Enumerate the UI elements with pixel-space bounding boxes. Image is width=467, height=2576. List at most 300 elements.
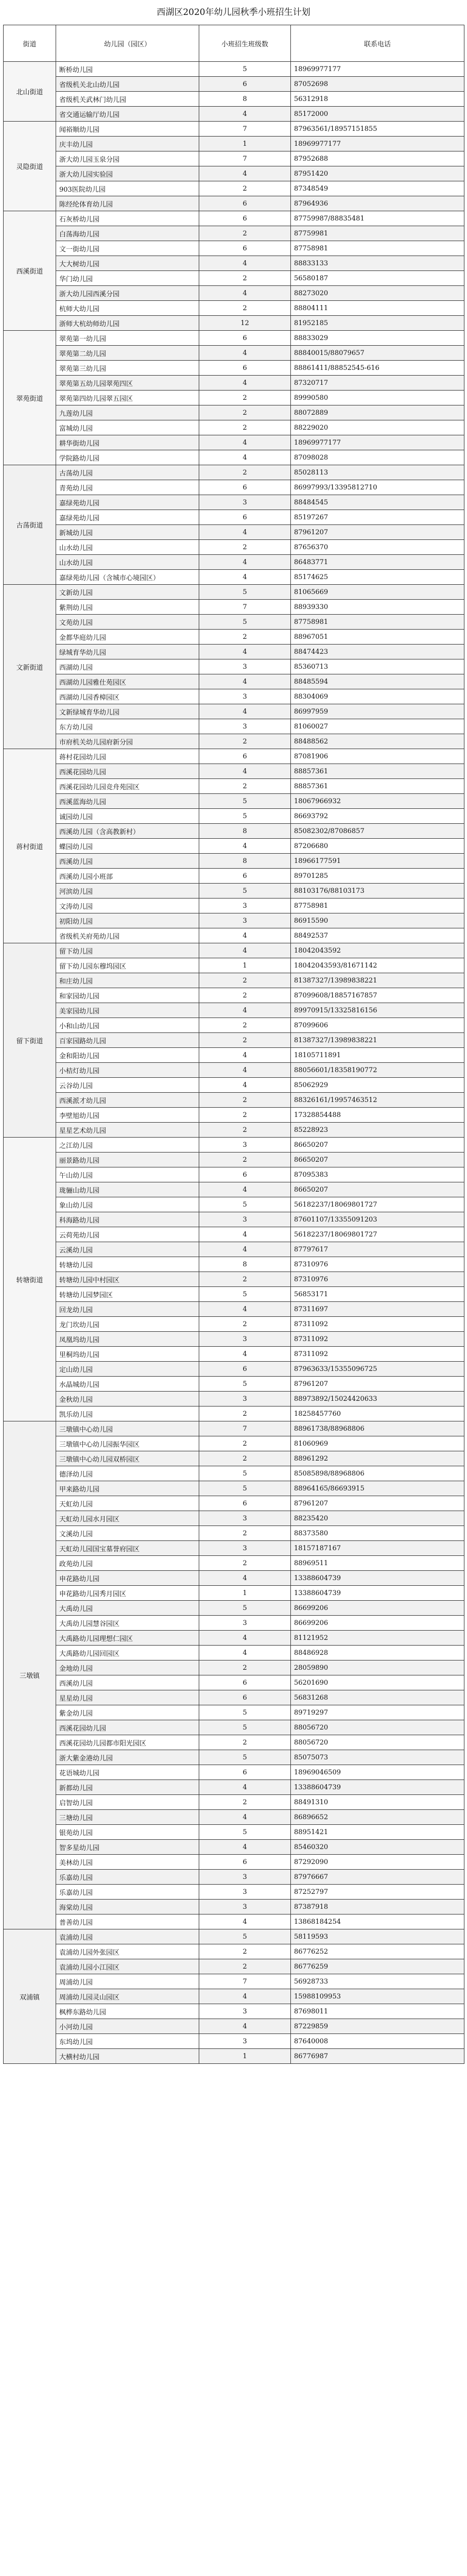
class-count-cell: 4 bbox=[199, 1914, 291, 1929]
table-row bbox=[4, 1093, 464, 1108]
phone-cell: 86693792 bbox=[291, 809, 464, 824]
phone-cell: 85460320 bbox=[291, 1840, 464, 1855]
phone-cell: 87759981 bbox=[291, 226, 464, 241]
class-count-cell: 4 bbox=[199, 1810, 291, 1825]
phone-cell: 86699206 bbox=[291, 1601, 464, 1616]
street-cell: 翠苑街道 bbox=[4, 331, 56, 465]
table-row bbox=[4, 884, 464, 899]
table-row bbox=[4, 839, 464, 854]
kindergarten-cell: 西溪幼儿园小班部 bbox=[56, 869, 199, 884]
phone-cell: 87081906 bbox=[291, 749, 464, 764]
class-count-cell: 6 bbox=[199, 510, 291, 525]
class-count-cell: 4 bbox=[199, 1003, 291, 1018]
phone-cell: 56831268 bbox=[291, 1690, 464, 1705]
class-count-cell: 2 bbox=[199, 540, 291, 555]
phone-cell: 17328854488 bbox=[291, 1108, 464, 1123]
table-row bbox=[4, 1929, 464, 1944]
table-row bbox=[4, 630, 464, 645]
table-row bbox=[4, 1451, 464, 1466]
table-row bbox=[4, 585, 464, 600]
kindergarten-cell: 转塘幼儿园 bbox=[56, 1257, 199, 1272]
class-count-cell: 1 bbox=[199, 1586, 291, 1601]
table-row bbox=[4, 1362, 464, 1377]
table-row bbox=[4, 211, 464, 226]
kindergarten-cell: 龙门坎幼儿园 bbox=[56, 1317, 199, 1332]
kindergarten-cell: 启智幼儿园 bbox=[56, 1795, 199, 1810]
table-row bbox=[4, 361, 464, 376]
table-row bbox=[4, 435, 464, 450]
phone-cell: 86650207 bbox=[291, 1138, 464, 1153]
class-count-cell: 4 bbox=[199, 943, 291, 958]
table-row bbox=[4, 1421, 464, 1436]
class-count-cell: 2 bbox=[199, 181, 291, 196]
table-row bbox=[4, 2019, 464, 2034]
kindergarten-cell: 丽景路幼儿园 bbox=[56, 1153, 199, 1167]
class-count-cell: 4 bbox=[199, 555, 291, 570]
class-count-cell: 4 bbox=[199, 704, 291, 719]
phone-cell: 18042043592 bbox=[291, 943, 464, 958]
class-count-cell: 6 bbox=[199, 77, 291, 92]
phone-cell: 88491310 bbox=[291, 1795, 464, 1810]
table-row bbox=[4, 137, 464, 151]
phone-cell: 86650207 bbox=[291, 1182, 464, 1197]
class-count-cell: 4 bbox=[199, 1242, 291, 1257]
table-row bbox=[4, 331, 464, 346]
class-count-cell: 6 bbox=[199, 196, 291, 211]
phone-cell: 88857361 bbox=[291, 779, 464, 794]
kindergarten-cell: 金秋幼儿园 bbox=[56, 1392, 199, 1406]
table-row bbox=[4, 1750, 464, 1765]
table-row bbox=[4, 1033, 464, 1048]
table-row bbox=[4, 1974, 464, 1989]
kindergarten-cell: 翠苑第四幼儿园翠五园区 bbox=[56, 391, 199, 405]
class-count-cell: 8 bbox=[199, 1257, 291, 1272]
kindergarten-cell: 海棠幼儿园 bbox=[56, 1900, 199, 1914]
phone-cell: 87098028 bbox=[291, 450, 464, 465]
table-row bbox=[4, 301, 464, 316]
table-row bbox=[4, 704, 464, 719]
class-count-cell: 5 bbox=[199, 1720, 291, 1735]
phone-cell: 88229020 bbox=[291, 420, 464, 435]
class-count-cell: 4 bbox=[199, 376, 291, 391]
phone-cell: 87758981 bbox=[291, 899, 464, 913]
kindergarten-cell: 天虹幼儿园水月园区 bbox=[56, 1511, 199, 1526]
phone-cell: 88072889 bbox=[291, 405, 464, 420]
phone-cell: 56182237/18069801727 bbox=[291, 1197, 464, 1212]
kindergarten-cell: 文一街幼儿园 bbox=[56, 241, 199, 256]
kindergarten-cell: 美家园幼儿园 bbox=[56, 1003, 199, 1018]
phone-cell: 87963633/15355096725 bbox=[291, 1362, 464, 1377]
phone-cell: 87387918 bbox=[291, 1900, 464, 1914]
class-count-cell: 2 bbox=[199, 779, 291, 794]
kindergarten-cell: 浙大幼儿园实验园 bbox=[56, 166, 199, 181]
class-count-cell: 3 bbox=[199, 1616, 291, 1631]
table-row bbox=[4, 1675, 464, 1690]
table-row bbox=[4, 151, 464, 166]
phone-cell: 85028113 bbox=[291, 465, 464, 480]
class-count-cell: 2 bbox=[199, 1436, 291, 1451]
table-row bbox=[4, 480, 464, 495]
phone-cell: 18157187167 bbox=[291, 1541, 464, 1556]
kindergarten-cell: 小桔灯幼儿园 bbox=[56, 1063, 199, 1078]
table-body bbox=[4, 62, 464, 2064]
class-count-cell: 7 bbox=[199, 600, 291, 615]
kindergarten-cell: 金都华庭幼儿园 bbox=[56, 630, 199, 645]
phone-cell: 88484545 bbox=[291, 495, 464, 510]
kindergarten-cell: 之江幼儿园 bbox=[56, 1138, 199, 1153]
kindergarten-cell: 大禹路幼儿园理想仁园区 bbox=[56, 1631, 199, 1646]
class-count-cell: 2 bbox=[199, 420, 291, 435]
phone-cell: 87951420 bbox=[291, 166, 464, 181]
class-count-cell: 5 bbox=[199, 1481, 291, 1496]
kindergarten-cell: 断桥幼儿园 bbox=[56, 62, 199, 77]
table-row bbox=[4, 869, 464, 884]
kindergarten-cell: 云荷苑幼儿园 bbox=[56, 1227, 199, 1242]
table-row bbox=[4, 405, 464, 420]
class-count-cell: 4 bbox=[199, 525, 291, 540]
kindergarten-cell: 象山幼儿园 bbox=[56, 1197, 199, 1212]
phone-cell: 87348549 bbox=[291, 181, 464, 196]
table-row bbox=[4, 824, 464, 839]
class-count-cell: 2 bbox=[199, 1317, 291, 1332]
kindergarten-cell: 西湖幼儿园 bbox=[56, 659, 199, 674]
phone-cell: 13868184254 bbox=[291, 1914, 464, 1929]
kindergarten-cell: 省级机关北山幼儿园 bbox=[56, 77, 199, 92]
phone-cell: 18969977177 bbox=[291, 435, 464, 450]
street-cell: 留下街道 bbox=[4, 943, 56, 1138]
table-row bbox=[4, 570, 464, 585]
kindergarten-cell: 西溪花园幼儿园 bbox=[56, 1720, 199, 1735]
class-count-cell: 2 bbox=[199, 1093, 291, 1108]
phone-cell: 81060027 bbox=[291, 719, 464, 734]
phone-cell: 56853171 bbox=[291, 1287, 464, 1302]
table-row bbox=[4, 1705, 464, 1720]
kindergarten-cell: 申花路幼儿园 bbox=[56, 1571, 199, 1586]
phone-cell: 56201690 bbox=[291, 1675, 464, 1690]
kindergarten-cell: 李壁旭幼儿园 bbox=[56, 1108, 199, 1123]
class-count-cell: 3 bbox=[199, 1332, 291, 1347]
kindergarten-cell: 科海路幼儿园 bbox=[56, 1212, 199, 1227]
class-count-cell: 2 bbox=[199, 1660, 291, 1675]
table-row bbox=[4, 196, 464, 211]
header-class-count: 小班招生班级数 bbox=[199, 25, 291, 62]
kindergarten-cell: 回龙幼儿园 bbox=[56, 1302, 199, 1317]
phone-cell: 88961738/88968806 bbox=[291, 1421, 464, 1436]
phone-cell: 86915590 bbox=[291, 913, 464, 928]
kindergarten-cell: 星星艺术幼儿园 bbox=[56, 1123, 199, 1138]
table-row bbox=[4, 1182, 464, 1197]
table-row bbox=[4, 525, 464, 540]
class-count-cell: 5 bbox=[199, 615, 291, 630]
class-count-cell: 2 bbox=[199, 1944, 291, 1959]
phone-cell: 81387327/13989838221 bbox=[291, 973, 464, 988]
phone-cell: 87099608/18857167857 bbox=[291, 988, 464, 1003]
table-row bbox=[4, 1616, 464, 1631]
phone-cell: 88833029 bbox=[291, 331, 464, 346]
phone-cell: 58119593 bbox=[291, 1929, 464, 1944]
kindergarten-cell: 大大树幼儿园 bbox=[56, 256, 199, 271]
class-count-cell: 3 bbox=[199, 1541, 291, 1556]
phone-cell: 87095383 bbox=[291, 1167, 464, 1182]
class-count-cell: 8 bbox=[199, 824, 291, 839]
table-row bbox=[4, 1242, 464, 1257]
table-row bbox=[4, 1914, 464, 1929]
kindergarten-cell: 金地幼儿园 bbox=[56, 1660, 199, 1675]
class-count-cell: 6 bbox=[199, 869, 291, 884]
table-row bbox=[4, 555, 464, 570]
class-count-cell: 2 bbox=[199, 1108, 291, 1123]
table-row bbox=[4, 958, 464, 973]
class-count-cell: 3 bbox=[199, 1885, 291, 1900]
kindergarten-cell: 袁浦幼儿园小江园区 bbox=[56, 1959, 199, 1974]
table-row bbox=[4, 226, 464, 241]
class-count-cell: 6 bbox=[199, 1690, 291, 1705]
kindergarten-cell: 学院路幼儿园 bbox=[56, 450, 199, 465]
kindergarten-cell: 省级机关武林门幼儿园 bbox=[56, 92, 199, 107]
phone-cell: 86483771 bbox=[291, 555, 464, 570]
table-row bbox=[4, 62, 464, 77]
phone-cell: 85082302/87086857 bbox=[291, 824, 464, 839]
class-count-cell: 2 bbox=[199, 1735, 291, 1750]
kindergarten-cell: 山水幼儿园 bbox=[56, 540, 199, 555]
kindergarten-cell: 大禹幼儿园慧谷园区 bbox=[56, 1616, 199, 1631]
table-row bbox=[4, 689, 464, 704]
class-count-cell: 7 bbox=[199, 1974, 291, 1989]
kindergarten-cell: 文新绿城育华幼儿园 bbox=[56, 704, 199, 719]
kindergarten-cell: 嘉绿苑幼儿园 bbox=[56, 495, 199, 510]
class-count-cell: 5 bbox=[199, 1287, 291, 1302]
phone-cell: 88961292 bbox=[291, 1451, 464, 1466]
phone-cell: 56182237/18069801727 bbox=[291, 1227, 464, 1242]
phone-cell: 86650207 bbox=[291, 1153, 464, 1167]
class-count-cell: 4 bbox=[199, 1989, 291, 2004]
class-count-cell: 6 bbox=[199, 1362, 291, 1377]
phone-cell: 88964165/86693915 bbox=[291, 1481, 464, 1496]
phone-cell: 88951421 bbox=[291, 1825, 464, 1840]
table-row bbox=[4, 1272, 464, 1287]
table-row bbox=[4, 749, 464, 764]
table-row bbox=[4, 615, 464, 630]
table-header-row bbox=[4, 25, 464, 62]
table-row bbox=[4, 1167, 464, 1182]
class-count-cell: 4 bbox=[199, 764, 291, 779]
class-count-cell: 3 bbox=[199, 1392, 291, 1406]
table-row bbox=[4, 2004, 464, 2019]
phone-cell: 89970915/13325816156 bbox=[291, 1003, 464, 1018]
table-row bbox=[4, 1900, 464, 1914]
kindergarten-cell: 西溪蓝海幼儿园 bbox=[56, 794, 199, 809]
kindergarten-cell: 蝶园幼儿园 bbox=[56, 839, 199, 854]
phone-cell: 56928733 bbox=[291, 1974, 464, 1989]
kindergarten-cell: 省级机关府苑幼儿园 bbox=[56, 928, 199, 943]
phone-cell: 87052698 bbox=[291, 77, 464, 92]
class-count-cell: 2 bbox=[199, 988, 291, 1003]
kindergarten-cell: 闻裕顺幼儿园 bbox=[56, 122, 199, 137]
table-row bbox=[4, 2034, 464, 2049]
table-row bbox=[4, 764, 464, 779]
kindergarten-cell: 浙大幼儿园西溪分园 bbox=[56, 286, 199, 301]
table-row bbox=[4, 510, 464, 525]
table-row bbox=[4, 1855, 464, 1870]
kindergarten-cell: 星星幼儿园 bbox=[56, 1690, 199, 1705]
header-phone: 联系电话 bbox=[291, 25, 464, 62]
class-count-cell: 4 bbox=[199, 450, 291, 465]
class-count-cell: 4 bbox=[199, 570, 291, 585]
kindergarten-cell: 袁浦幼儿园 bbox=[56, 1929, 199, 1944]
class-count-cell: 2 bbox=[199, 1153, 291, 1167]
kindergarten-cell: 西溪花园幼儿园 bbox=[56, 764, 199, 779]
table-row bbox=[4, 1989, 464, 2004]
table-row bbox=[4, 391, 464, 405]
class-count-cell: 3 bbox=[199, 899, 291, 913]
table-row bbox=[4, 600, 464, 615]
class-count-cell: 6 bbox=[199, 1496, 291, 1511]
table-row bbox=[4, 1481, 464, 1496]
table-row bbox=[4, 1690, 464, 1705]
table-row bbox=[4, 734, 464, 749]
kindergarten-cell: 耕华街幼儿园 bbox=[56, 435, 199, 450]
kindergarten-cell: 东方幼儿园 bbox=[56, 719, 199, 734]
table-row bbox=[4, 1048, 464, 1063]
street-cell: 双浦镇 bbox=[4, 1929, 56, 2064]
table-row bbox=[4, 316, 464, 331]
class-count-cell: 2 bbox=[199, 1556, 291, 1571]
kindergarten-cell: 转塘幼儿园中村园区 bbox=[56, 1272, 199, 1287]
kindergarten-cell: 浙大幼儿园玉泉分园 bbox=[56, 151, 199, 166]
table-row bbox=[4, 1870, 464, 1885]
phone-cell: 18067966932 bbox=[291, 794, 464, 809]
street-cell: 灵隐街道 bbox=[4, 122, 56, 211]
table-row bbox=[4, 1377, 464, 1392]
table-row bbox=[4, 1959, 464, 1974]
kindergarten-cell: 大禹路幼儿园回园区 bbox=[56, 1646, 199, 1660]
kindergarten-cell: 杭师大幼儿园 bbox=[56, 301, 199, 316]
class-count-cell: 4 bbox=[199, 1227, 291, 1242]
phone-cell: 18105711891 bbox=[291, 1048, 464, 1063]
table-row bbox=[4, 1810, 464, 1825]
class-count-cell: 1 bbox=[199, 137, 291, 151]
kindergarten-cell: 庆丰幼儿园 bbox=[56, 137, 199, 151]
phone-cell: 13388604739 bbox=[291, 1571, 464, 1586]
table-row bbox=[4, 1317, 464, 1332]
class-count-cell: 2 bbox=[199, 1272, 291, 1287]
phone-cell: 88373580 bbox=[291, 1526, 464, 1541]
kindergarten-cell: 诚园幼儿园 bbox=[56, 809, 199, 824]
table-row bbox=[4, 465, 464, 480]
class-count-cell: 4 bbox=[199, 1182, 291, 1197]
table-row bbox=[4, 1840, 464, 1855]
phone-cell: 88056720 bbox=[291, 1735, 464, 1750]
table-row bbox=[4, 495, 464, 510]
phone-cell: 87311092 bbox=[291, 1332, 464, 1347]
kindergarten-cell: 凤凰坞幼儿园 bbox=[56, 1332, 199, 1347]
table-row bbox=[4, 122, 464, 137]
table-row bbox=[4, 1108, 464, 1123]
phone-cell: 87252797 bbox=[291, 1885, 464, 1900]
phone-cell: 87229859 bbox=[291, 2019, 464, 2034]
table-row bbox=[4, 1631, 464, 1646]
table-row bbox=[4, 107, 464, 122]
phone-cell: 28059890 bbox=[291, 1660, 464, 1675]
phone-cell: 89701285 bbox=[291, 869, 464, 884]
phone-cell: 85174625 bbox=[291, 570, 464, 585]
phone-cell: 88973892/15024420633 bbox=[291, 1392, 464, 1406]
phone-cell: 85062929 bbox=[291, 1078, 464, 1093]
kindergarten-cell: 金和阳幼儿园 bbox=[56, 1048, 199, 1063]
class-count-cell: 3 bbox=[199, 1900, 291, 1914]
kindergarten-cell: 浙大紫金港幼儿园 bbox=[56, 1750, 199, 1765]
table-row bbox=[4, 1526, 464, 1541]
table-row bbox=[4, 286, 464, 301]
phone-cell: 18042043593/81671142 bbox=[291, 958, 464, 973]
phone-cell: 88969511 bbox=[291, 1556, 464, 1571]
table-row bbox=[4, 92, 464, 107]
table-row bbox=[4, 1347, 464, 1362]
phone-cell: 89719297 bbox=[291, 1705, 464, 1720]
phone-cell: 18969977177 bbox=[291, 137, 464, 151]
enrollment-table bbox=[3, 25, 464, 2064]
kindergarten-cell: 文苑幼儿园 bbox=[56, 615, 199, 630]
class-count-cell: 7 bbox=[199, 1421, 291, 1436]
table-row bbox=[4, 1571, 464, 1586]
kindergarten-cell: 陈经纶体育幼儿园 bbox=[56, 196, 199, 211]
kindergarten-cell: 里桐坞幼儿园 bbox=[56, 1347, 199, 1362]
kindergarten-cell: 文新幼儿园 bbox=[56, 585, 199, 600]
kindergarten-cell: 省交通运输厅幼儿园 bbox=[56, 107, 199, 122]
table-row bbox=[4, 1944, 464, 1959]
class-count-cell: 3 bbox=[199, 913, 291, 928]
phone-cell: 87961207 bbox=[291, 1377, 464, 1392]
class-count-cell: 2 bbox=[199, 1406, 291, 1421]
phone-cell: 87758981 bbox=[291, 241, 464, 256]
table-row bbox=[4, 346, 464, 361]
kindergarten-cell: 九莲幼儿园 bbox=[56, 405, 199, 420]
class-count-cell: 5 bbox=[199, 1197, 291, 1212]
class-count-cell: 2 bbox=[199, 391, 291, 405]
phone-cell: 15988109953 bbox=[291, 1989, 464, 2004]
class-count-cell: 2 bbox=[199, 1959, 291, 1974]
class-count-cell: 6 bbox=[199, 749, 291, 764]
table-row bbox=[4, 928, 464, 943]
class-count-cell: 3 bbox=[199, 1870, 291, 1885]
class-count-cell: 3 bbox=[199, 1138, 291, 1153]
kindergarten-cell: 西溪花园幼儿园都市阳光园区 bbox=[56, 1735, 199, 1750]
phone-cell: 88103176/88103173 bbox=[291, 884, 464, 899]
class-count-cell: 3 bbox=[199, 719, 291, 734]
kindergarten-cell: 政苑幼儿园 bbox=[56, 1556, 199, 1571]
table-row bbox=[4, 450, 464, 465]
kindergarten-cell: 东坞幼儿园 bbox=[56, 2034, 199, 2049]
class-count-cell: 2 bbox=[199, 734, 291, 749]
kindergarten-cell: 定山幼儿园 bbox=[56, 1362, 199, 1377]
class-count-cell: 4 bbox=[199, 107, 291, 122]
phone-cell: 88840015/88079657 bbox=[291, 346, 464, 361]
phone-cell: 86997993/13395812710 bbox=[291, 480, 464, 495]
phone-cell: 87758981 bbox=[291, 615, 464, 630]
phone-cell: 86699206 bbox=[291, 1616, 464, 1631]
table-row bbox=[4, 794, 464, 809]
class-count-cell: 5 bbox=[199, 585, 291, 600]
class-count-cell: 2 bbox=[199, 630, 291, 645]
table-row bbox=[4, 1063, 464, 1078]
class-count-cell: 5 bbox=[199, 794, 291, 809]
table-row bbox=[4, 1586, 464, 1601]
phone-cell: 18969977177 bbox=[291, 62, 464, 77]
table-row bbox=[4, 1392, 464, 1406]
class-count-cell: 7 bbox=[199, 151, 291, 166]
phone-cell: 87311092 bbox=[291, 1347, 464, 1362]
kindergarten-cell: 留下幼儿园东穆坞园区 bbox=[56, 958, 199, 973]
